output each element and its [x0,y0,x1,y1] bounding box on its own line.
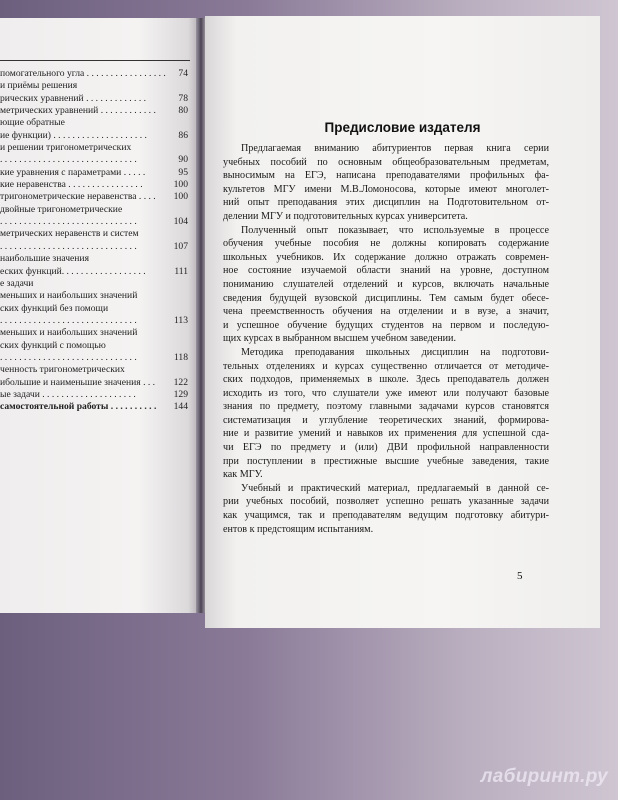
toc-row [0,167,192,179]
toc-page-number: 111 [174,265,188,277]
labirint-watermark: лабиринт.ру [480,766,608,787]
toc-entry-text: наибольшие значения [0,253,89,265]
preface-line: ние и развитие умений и навыков их применения для успешной сда- [223,428,549,440]
toc-entry-text: помогательного угла . . . . . . . . . . . . . . . . . [0,68,166,79]
toc-row [0,389,192,401]
toc-page-number: 78 [178,92,188,104]
toc-row [0,327,192,339]
preface-body [223,142,549,536]
preface-line: Полученный опыт показывает, что используемые в процессе [241,224,549,236]
preface-line: систематизация и углубление теоретических знаний, формирова- [223,414,549,426]
toc-entry-text: самостоятельной работы . . . . . . . . . . [0,401,157,413]
preface-line: выносимым на ЕГЭ, написана преподавателями профильных фа- [223,170,549,182]
right-page-preface [205,16,600,628]
toc-entry-text: . . . . . . . . . . . . . . . . . . . . . . . . . . . . . [0,240,137,252]
toc-row [0,216,192,228]
toc-row [0,352,192,364]
toc-row [0,142,192,154]
toc-row [0,80,192,92]
toc-entry-text: ющие обратные [0,117,65,129]
toc-entry-text: еских функций. . . . . . . . . . . . . . . . . . [0,265,146,277]
toc-entry-text: метрических уравнений . . . . . . . . . . . . [0,105,156,117]
toc-row [0,117,192,129]
toc-row [0,204,192,216]
toc-entry-text: . . . . . . . . . . . . . . . . . . . . . . . . . . . . . [0,154,137,166]
toc-row [0,315,192,327]
toc-entry-text: кие неравенства . . . . . . . . . . . . . . . . [0,179,143,191]
preface-line: ное состояние изучаемой области знаний на уровне, доступном [223,265,549,277]
toc-page-number: 80 [178,105,188,117]
table-of-contents [0,68,192,414]
preface-line: и успешное обучение будущих студентов на первом и последую- [223,319,549,331]
preface-line: делении МГУ и подготовительных курсах университета. [223,210,468,222]
toc-row [0,179,192,191]
toc-row [0,340,192,352]
preface-line: ских подходов, применяемых в школе. Здесь преподаватель должен [223,374,549,386]
toc-page-number: 129 [173,388,188,400]
toc-page-number: 100 [173,191,188,203]
toc-row [0,228,192,240]
preface-line: ентов к предстоящим испытаниям. [223,523,374,535]
preface-line: Учебный и практический материал, предлагаемый в данной се- [241,482,549,494]
preface-line: чи ЕГЭ по предмету и (или) ДВИ профильной направленности [223,442,549,454]
preface-line: исходить из того, что слушатели уже имеют или получают базовые [223,387,549,399]
toc-page-number: 104 [173,216,188,228]
toc-page-number: 118 [173,351,188,363]
toc-row [0,68,192,80]
toc-entry-text: ие функции) . . . . . . . . . . . . . . . . . . . . [0,129,147,141]
toc-row [0,191,192,203]
preface-line: культетов МГУ имени М.В.Ломоносова, которые имеют многолет- [223,183,549,195]
preface-line: при поступлении в престижные высшие учебные заведения, такие [223,455,549,467]
toc-entry-text: ских функций без помощи [0,302,109,314]
preface-line: знания по предмету, поэтому главными задачами курсов становятся [223,401,549,413]
toc-entry-text: рических уравнений . . . . . . . . . . . . . [0,92,147,104]
toc-row [0,290,192,302]
preface-line: как учащимся, так и преподавателям ведущим подготовку абитури- [223,510,549,522]
toc-entry-text: ченность тригонометрических [0,364,125,376]
toc-row [0,93,192,105]
toc-page-number: 86 [178,129,188,141]
preface-line: сведения будущей вузовской дисциплины. Тем самым будет обесе- [223,292,549,304]
toc-entry-text: и решении тригонометрических [0,142,132,154]
toc-row [0,266,192,278]
toc-entry-text: метрических неравенств и систем [0,228,139,240]
toc-entry-text: двойные тригонометрические [0,203,123,215]
preface-line: щих курсах в выбранном высшем учебном заведении. [223,333,457,345]
toc-entry-text: е задачи [0,277,34,289]
preface-line: ний опыт преподавания этих дисциплин на Подготовительном от- [223,197,549,209]
preface-line: учебных пособий по основным общеобразовательным предметам, [223,156,549,168]
toc-entry-text: . . . . . . . . . . . . . . . . . . . . . . . . . . . . . [0,314,137,326]
toc-page-number: 144 [173,401,188,413]
toc-page-number: 122 [173,376,188,388]
preface-line: обучения учебные пособия не должны копировать содержание [223,238,549,250]
toc-page-number: 107 [173,240,188,252]
preface-heading: Предисловие издателя [324,120,481,135]
preface-line: пониманию слушателей отделений и курсов, включать начальные [223,278,549,290]
preface-line: Методика преподавания школьных дисциплин на подготови- [241,346,549,358]
preface-line: школьных учебников. Их содержание должно отражать современ- [223,251,549,263]
toc-row [0,377,192,389]
page-number: 5 [517,570,523,582]
toc-page-number: 90 [178,154,188,166]
toc-row [0,154,192,166]
toc-entry-text: тригонометрические неравенства . . . . [0,191,156,203]
toc-page-number: 100 [173,179,188,191]
toc-row [0,303,192,315]
preface-line: чена преемственность обучения на отделении и в вузе, а значит, [223,306,549,318]
toc-entry-text: меньших и наибольших значений [0,290,138,302]
toc-page-number: 95 [178,166,188,178]
toc-entry-text: кие уравнения с параметрами . . . . . [0,166,146,178]
toc-row [0,241,192,253]
toc-top-rule [0,60,190,61]
toc-row [0,278,192,290]
toc-entry-text: ые задачи . . . . . . . . . . . . . . . . . . . . [0,388,136,400]
toc-row [0,130,192,142]
preface-line: Предлагаемая вниманию абитуриентов первая книга серии [241,143,549,154]
toc-row [0,364,192,376]
toc-row [0,253,192,265]
toc-entry-text: . . . . . . . . . . . . . . . . . . . . . . . . . . . . . [0,216,137,228]
toc-entry-text: меньших и наибольших значений [0,327,138,339]
preface-line: тельных отделениях и курсах существенно отличается от методиче- [223,360,549,372]
toc-row [0,401,192,413]
preface-line: как МГУ. [223,469,263,481]
open-book [0,18,618,788]
left-page-toc [0,18,198,613]
toc-entry-text: ибольшие и наименьшие значения . . . [0,376,156,388]
toc-entry-text: . . . . . . . . . . . . . . . . . . . . . . . . . . . . . [0,351,137,363]
toc-page-number: 113 [173,314,188,326]
preface-line: рии учебных пособий, позволяет успешно решать указанные задачи [223,496,549,508]
toc-entry-text: и приёмы решения [0,80,78,92]
toc-page-number: 74 [178,68,188,79]
toc-row [0,105,192,117]
toc-entry-text: ских функций с помощью [0,339,106,351]
